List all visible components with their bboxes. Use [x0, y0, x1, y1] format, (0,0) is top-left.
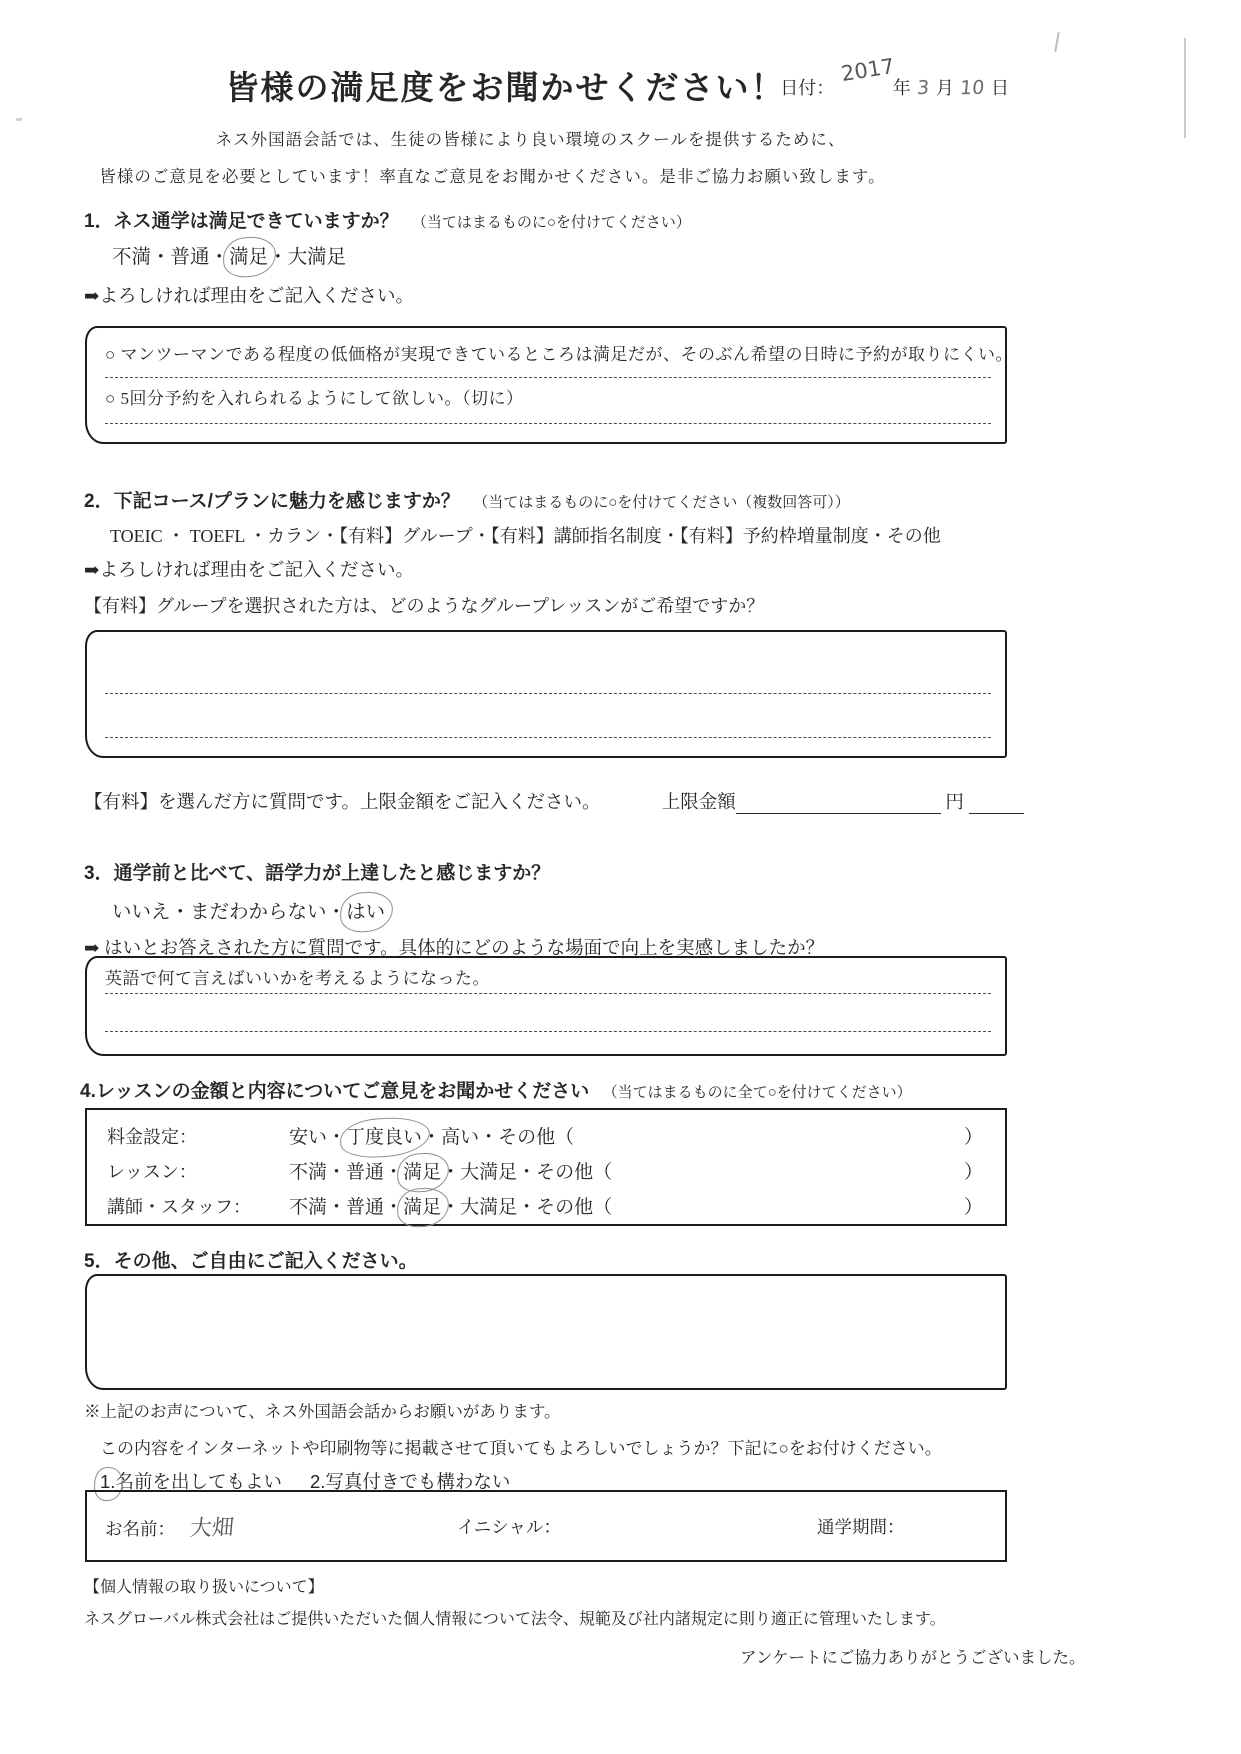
handwritten-month: 3: [916, 76, 931, 100]
thanks-line: アンケートにご協力ありがとうございました。: [740, 1648, 1086, 1667]
name-label: お名前：: [105, 1518, 175, 1539]
scan-artifact: [1184, 38, 1186, 138]
option: 安い: [289, 1127, 328, 1148]
handwritten-answer: ○ マンツーマンである程度の低価格が実現できているところは満足だが、そのぶん希望の日時に予約が取りにくい。: [105, 345, 1014, 364]
q2-options: TOEIC ・ TOEFL ・カラン・【有料】グループ・【有料】講師指名制度・【有料】予約枠増量制度・その他: [110, 526, 941, 546]
option: 不満: [289, 1197, 328, 1218]
row-label: 講師・スタッフ：: [107, 1197, 251, 1217]
paid-question: 【有料】を選んだ方に質問です。上限金額をご記入ください。: [84, 793, 601, 813]
option: 大満足: [460, 1197, 518, 1218]
name-box: [85, 1490, 1007, 1562]
q1-heading-text: 1．ネス通学は満足できていますか？: [84, 211, 399, 232]
q5-heading: 5．その他、ご自由にご記入ください。: [84, 1251, 418, 1272]
q1-answer-box: [85, 326, 1014, 444]
option: 満足: [403, 1192, 441, 1219]
footer-note-2: この内容をインターネットや印刷物等に掲載させて頂いてもよろしいでしょうか？下記に○をお付けください。: [100, 1439, 942, 1458]
limit-amount-blank: [736, 795, 941, 814]
q4-hint: （当てはまるものに全て○を付けてください）: [602, 1085, 912, 1101]
q4-table: [85, 1108, 1007, 1226]
q2-answer-box: [85, 630, 1007, 758]
q3-answer-line-2: [105, 994, 991, 1032]
q3-answer-box: [85, 956, 1007, 1056]
q2-answer-line-1: [105, 632, 991, 694]
q1-answer-line-2: [105, 378, 991, 424]
q1-followup: ➡よろしければ理由をご記入ください。: [84, 287, 415, 307]
option: はい: [346, 896, 385, 924]
option: 不満: [289, 1162, 328, 1183]
option: その他（: [498, 1127, 575, 1148]
row-label: 料金設定：: [107, 1127, 197, 1147]
q2-answer-line-2: [105, 694, 991, 738]
scan-artifact: [1054, 32, 1059, 52]
period-section: [817, 1514, 905, 1539]
name-section: [105, 1511, 457, 1542]
close-paren: ）: [963, 1162, 983, 1183]
option: 普通: [346, 1197, 385, 1218]
option: いいえ: [112, 902, 171, 923]
option: その他（: [536, 1162, 613, 1183]
handwritten-answer: ○ 5回分予約を入れられるようにして欲しい。（切に）: [105, 389, 524, 408]
handwritten-day: 10: [959, 76, 986, 100]
close-paren: ）: [963, 1197, 983, 1218]
day-unit: 日: [991, 78, 1009, 98]
row-options: 不満・普通・満足・大満足・その他（: [289, 1192, 612, 1219]
option: 大満足: [287, 247, 347, 268]
q2-hint: （当てはまるものに○を付けてください（複数回答可））: [473, 495, 850, 511]
option: 大満足: [460, 1162, 518, 1183]
close-paren: ）: [963, 1127, 983, 1148]
footer-note-1: ※上記のお声について、ネス外国語会話からお願いがあります。: [84, 1402, 561, 1421]
q4-heading: [80, 1076, 912, 1103]
q3-followup: ➡ はいとお答えされた方に質問です。具体的にどのような場面で向上を実感しましたか？: [84, 939, 825, 959]
table-row: [107, 1157, 983, 1192]
q2-group-question: 【有料】グループを選択された方は、どのようなグループレッスンがご希望ですか？: [84, 596, 765, 616]
yen-unit: 円: [945, 793, 964, 813]
table-row: [107, 1192, 983, 1227]
year-unit: 年: [892, 78, 911, 98]
initial-label: イニシャル：: [457, 1516, 561, 1537]
q2-heading-text: 2．下記コース/プランに魅力を感じますか？: [84, 491, 460, 512]
option: 丁度良い: [346, 1122, 422, 1149]
period-label: 通学期間：: [817, 1516, 905, 1537]
consent-option-1-text: 名前を出してもよい: [115, 1471, 282, 1492]
q2-followup: ➡よろしければ理由をご記入ください。: [84, 561, 415, 581]
limit-label: 上限金額: [661, 793, 736, 813]
row-options: 不満・普通・満足・大満足・その他（: [289, 1157, 612, 1184]
option: 不満: [112, 247, 152, 268]
q3-heading: 3．通学前と比べて、語学力が上達したと感じますか？: [84, 863, 551, 884]
table-row: [107, 1122, 983, 1157]
option: 普通: [346, 1162, 385, 1183]
handwritten-answer: 英語で何て言えばいいかを考えるようになった。: [105, 969, 490, 988]
option: 満足: [403, 1157, 441, 1184]
initial-section: [457, 1514, 817, 1539]
q4-heading-text: 4.レッスンの金額と内容についてご意見をお聞かせください: [80, 1081, 590, 1102]
blank-underline: [969, 795, 1024, 814]
date-field: [780, 53, 1009, 100]
date-label: 日付：: [780, 78, 835, 98]
q3-options: いいえ・まだわからない・はい: [112, 896, 385, 924]
consent-option-1-number: 1.: [100, 1471, 116, 1492]
option: 満足: [229, 241, 268, 269]
option: 高い: [441, 1127, 480, 1148]
q1-answer-line-1: [105, 334, 1014, 378]
q1-heading: [84, 206, 691, 233]
intro-line-1: ネス外国語会話では、生徒の皆様により良い環境のスクールを提供するために、: [215, 130, 846, 149]
row-options: 安い・丁度良い・高い・その他（: [289, 1122, 574, 1149]
privacy-heading: 【個人情報の取り扱いについて】: [84, 1579, 324, 1596]
intro-line-2: 皆様のご意見を必要としています！率直なご意見をお聞かせください。是非ご協力お願い致します。: [99, 167, 886, 186]
row-label: レッスン：: [107, 1162, 197, 1182]
scan-artifact: [16, 118, 22, 121]
handwritten-year: 2017: [839, 53, 896, 87]
month-unit: 月: [935, 78, 954, 98]
upper-limit-line: [84, 788, 1024, 814]
q3-answer-line-1: [105, 958, 991, 994]
option: 普通: [170, 247, 210, 268]
q5-answer-box: [85, 1274, 1007, 1390]
page-title: 皆様の満足度をお聞かせください！: [225, 71, 786, 107]
handwritten-name: 大畑: [188, 1515, 235, 1541]
privacy-text: ネスグローバル株式会社はご提供いただいた個人情報について法令、規範及び社内諸規定に則り適正に管理いたします。: [84, 1611, 946, 1628]
q1-options: 不満・普通・満足・大満足: [112, 241, 346, 269]
option: その他（: [536, 1197, 613, 1218]
option: まだわからない: [190, 902, 327, 923]
consent-option-2-text: 2.写真付きでも構わない: [309, 1471, 511, 1492]
q1-hint: （当てはまるものに○を付けてください）: [411, 215, 691, 231]
q2-heading: [84, 486, 850, 513]
